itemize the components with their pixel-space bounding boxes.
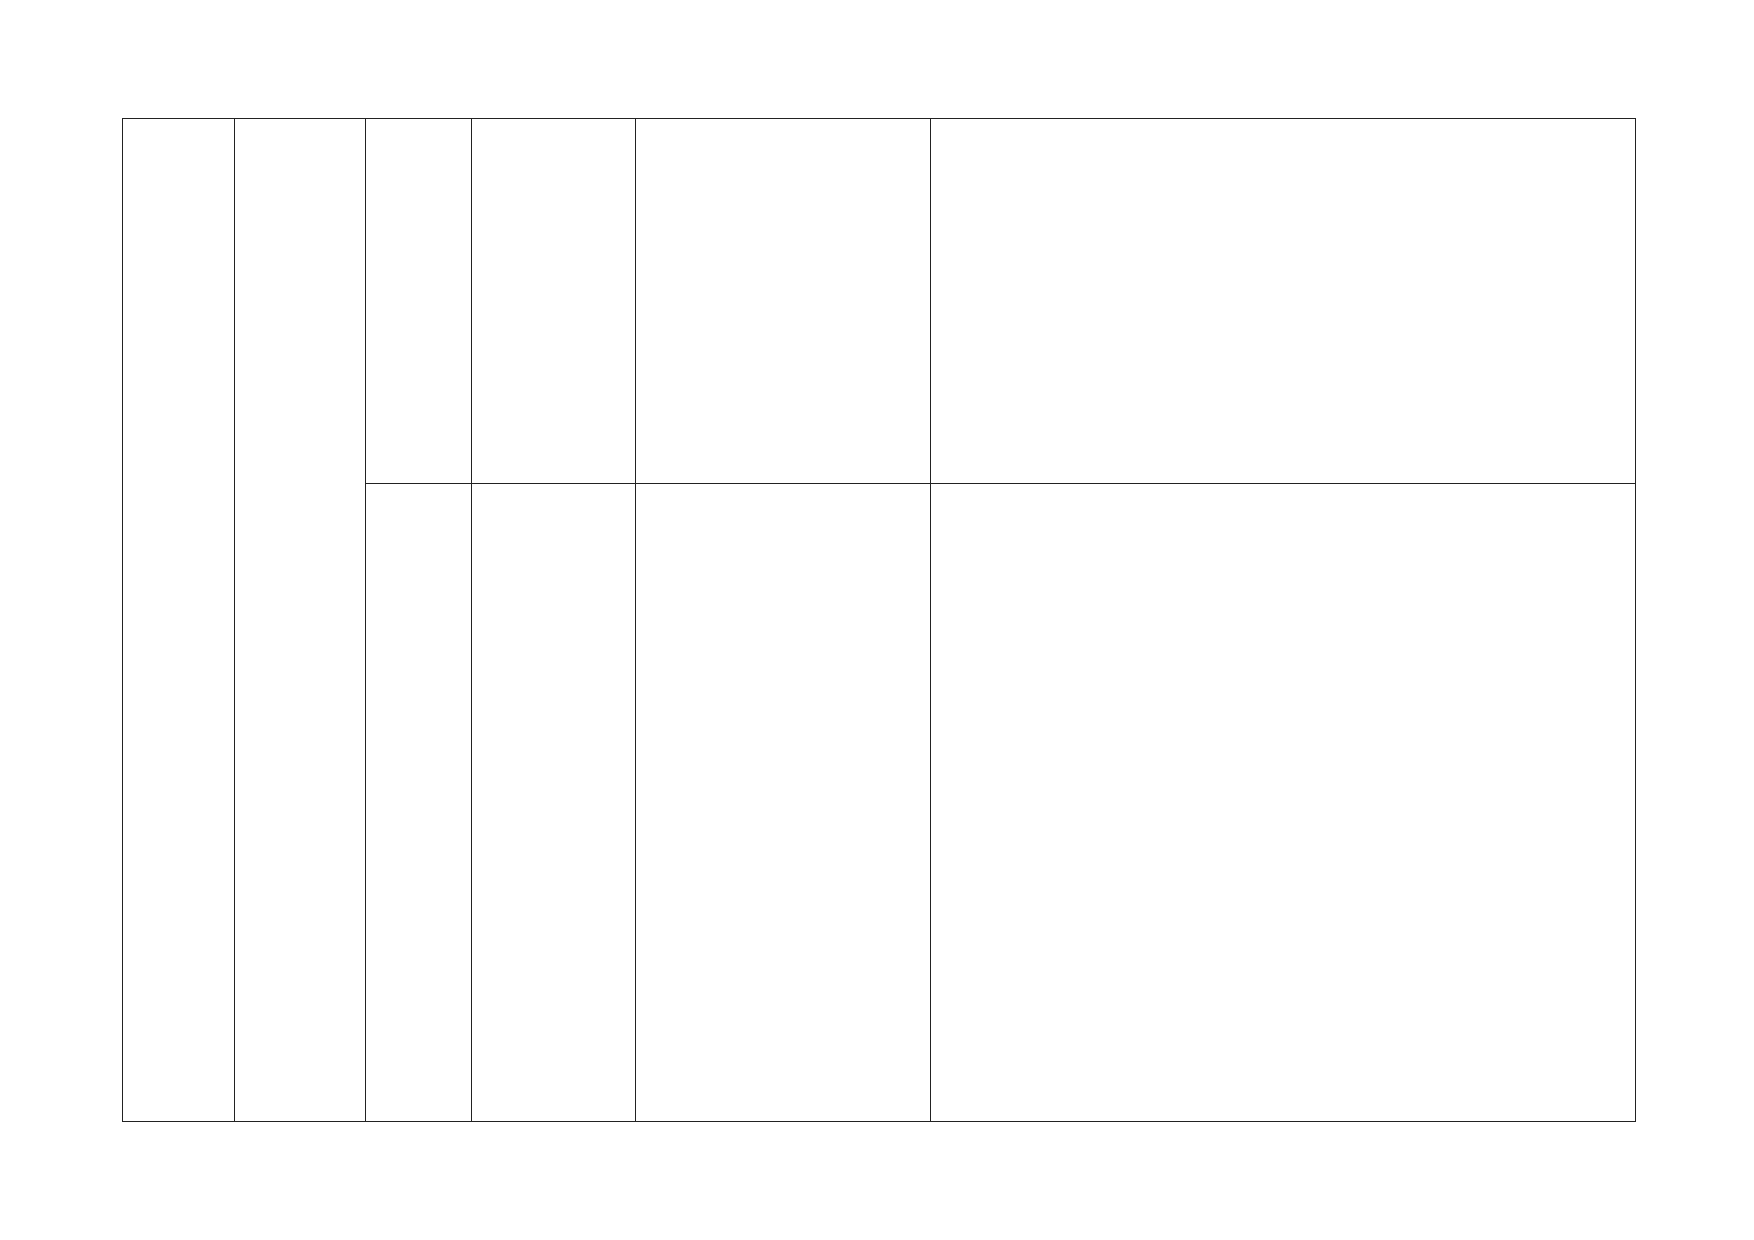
completion-cell: [931, 484, 1636, 1122]
target-cell: [636, 484, 931, 1122]
category-cell: [365, 484, 471, 1122]
table-row: [123, 119, 1636, 484]
evaluation-table: [122, 118, 1636, 1122]
empty-cell-col5: [636, 119, 931, 484]
empty-cell-col1: [123, 119, 235, 1122]
empty-cell-col2: [235, 119, 366, 1122]
item-cell: [472, 484, 636, 1122]
empty-cell-col3: [365, 119, 471, 484]
social-service-completion-cell: [931, 119, 1636, 484]
empty-cell-col4: [472, 119, 636, 484]
